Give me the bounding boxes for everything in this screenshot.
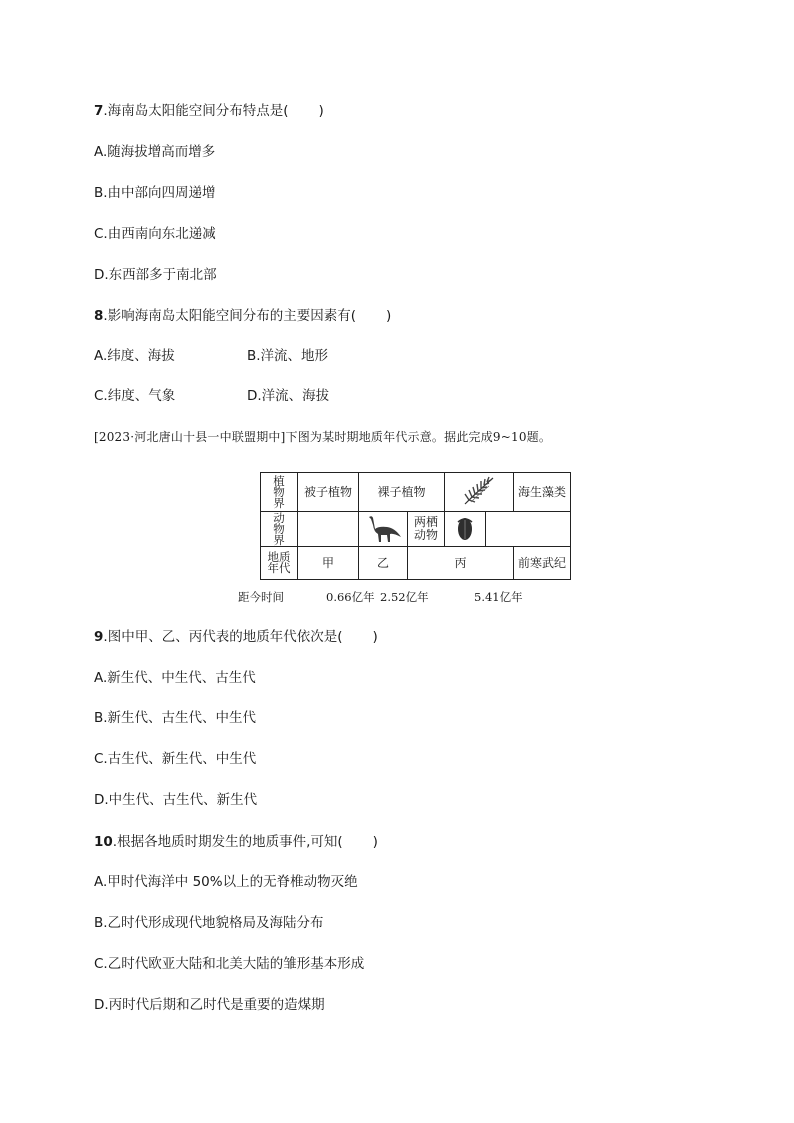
- gymnosperm-cell: 裸子植物: [359, 473, 445, 512]
- time-tick-252: 2.52亿年: [380, 590, 429, 604]
- source-note: [2023·河北唐山十县一中联盟期中]下图为某时期地质年代示意。据此完成9~10题。: [94, 430, 552, 444]
- paren-close: ): [372, 629, 378, 645]
- paren-close: ): [372, 834, 378, 850]
- era-jia-cell: 甲: [298, 547, 359, 580]
- time-axis-label: 距今时间: [238, 590, 284, 604]
- option-d: D.东西部多于南北部: [94, 267, 217, 283]
- marine-algae-cell: 海生藻类: [514, 473, 571, 512]
- era-bing-cell: 丙: [408, 547, 514, 580]
- question-8-stem: [94, 307, 391, 325]
- trilobite-cell: [445, 512, 486, 547]
- option-b: B.新生代、古生代、中生代: [94, 710, 257, 726]
- plant-kingdom-header: 植 物 界: [261, 473, 298, 512]
- question-number: 9: [94, 629, 104, 645]
- question-10-stem: [94, 833, 378, 851]
- angiosperm-cell: 被子植物: [298, 473, 359, 512]
- animal-cell-empty: [298, 512, 359, 547]
- option-d: D.丙时代后期和乙时代是重要的造煤期: [94, 997, 325, 1013]
- animal-kingdom-header: 动 物 界: [261, 512, 298, 547]
- option-c: C.古生代、新生代、中生代: [94, 751, 257, 767]
- era-yi-cell: 乙: [359, 547, 408, 580]
- question-text: .图中甲、乙、丙代表的地质年代依次是(: [103, 629, 343, 645]
- dinosaur-icon: [363, 513, 403, 543]
- paren-close: ): [385, 308, 392, 324]
- paren-close: ): [318, 103, 324, 119]
- fern-cell: [445, 473, 514, 512]
- option-a: A.甲时代海洋中 50%以上的无脊椎动物灭绝: [94, 874, 358, 890]
- fern-icon: [459, 474, 499, 508]
- question-text: .海南岛太阳能空间分布特点是(: [103, 103, 289, 119]
- question-9-stem: [94, 628, 378, 646]
- trilobite-icon: [450, 513, 480, 543]
- question-number: 7: [94, 103, 104, 119]
- option-a: A.新生代、中生代、古生代: [94, 670, 256, 686]
- geologic-era-header: 地质 年代: [261, 547, 298, 580]
- option-d: D.中生代、古生代、新生代: [94, 792, 258, 808]
- option-a: A.纬度、海拔: [94, 348, 175, 364]
- geologic-time-figure: [260, 472, 571, 580]
- time-tick-541: 5.41亿年: [474, 590, 523, 604]
- precambrian-cell: 前寒武纪: [514, 547, 571, 580]
- question-number: 10: [94, 834, 113, 850]
- option-b: B.洋流、地形: [247, 348, 329, 364]
- amphibian-cell: 两栖 动物: [408, 512, 445, 547]
- option-c: C.乙时代欧亚大陆和北美大陆的雏形基本形成: [94, 956, 365, 972]
- option-c: C.纬度、气象: [94, 388, 176, 404]
- option-b: B.乙时代形成现代地貌格局及海陆分布: [94, 915, 324, 931]
- question-number: 8: [94, 308, 104, 324]
- question-text: .影响海南岛太阳能空间分布的主要因素有(: [103, 308, 356, 324]
- option-b: B.由中部向四周递增: [94, 185, 216, 201]
- time-tick-066: 0.66亿年: [326, 590, 375, 604]
- option-d: D.洋流、海拔: [247, 388, 330, 404]
- dinosaur-cell: [359, 512, 408, 547]
- question-text: .根据各地质时期发生的地质事件,可知(: [112, 834, 343, 850]
- animal-cell-empty: [486, 512, 571, 547]
- question-7-stem: [94, 102, 324, 120]
- option-a: A.随海拔增高而增多: [94, 144, 216, 160]
- option-c: C.由西南向东北递减: [94, 226, 216, 242]
